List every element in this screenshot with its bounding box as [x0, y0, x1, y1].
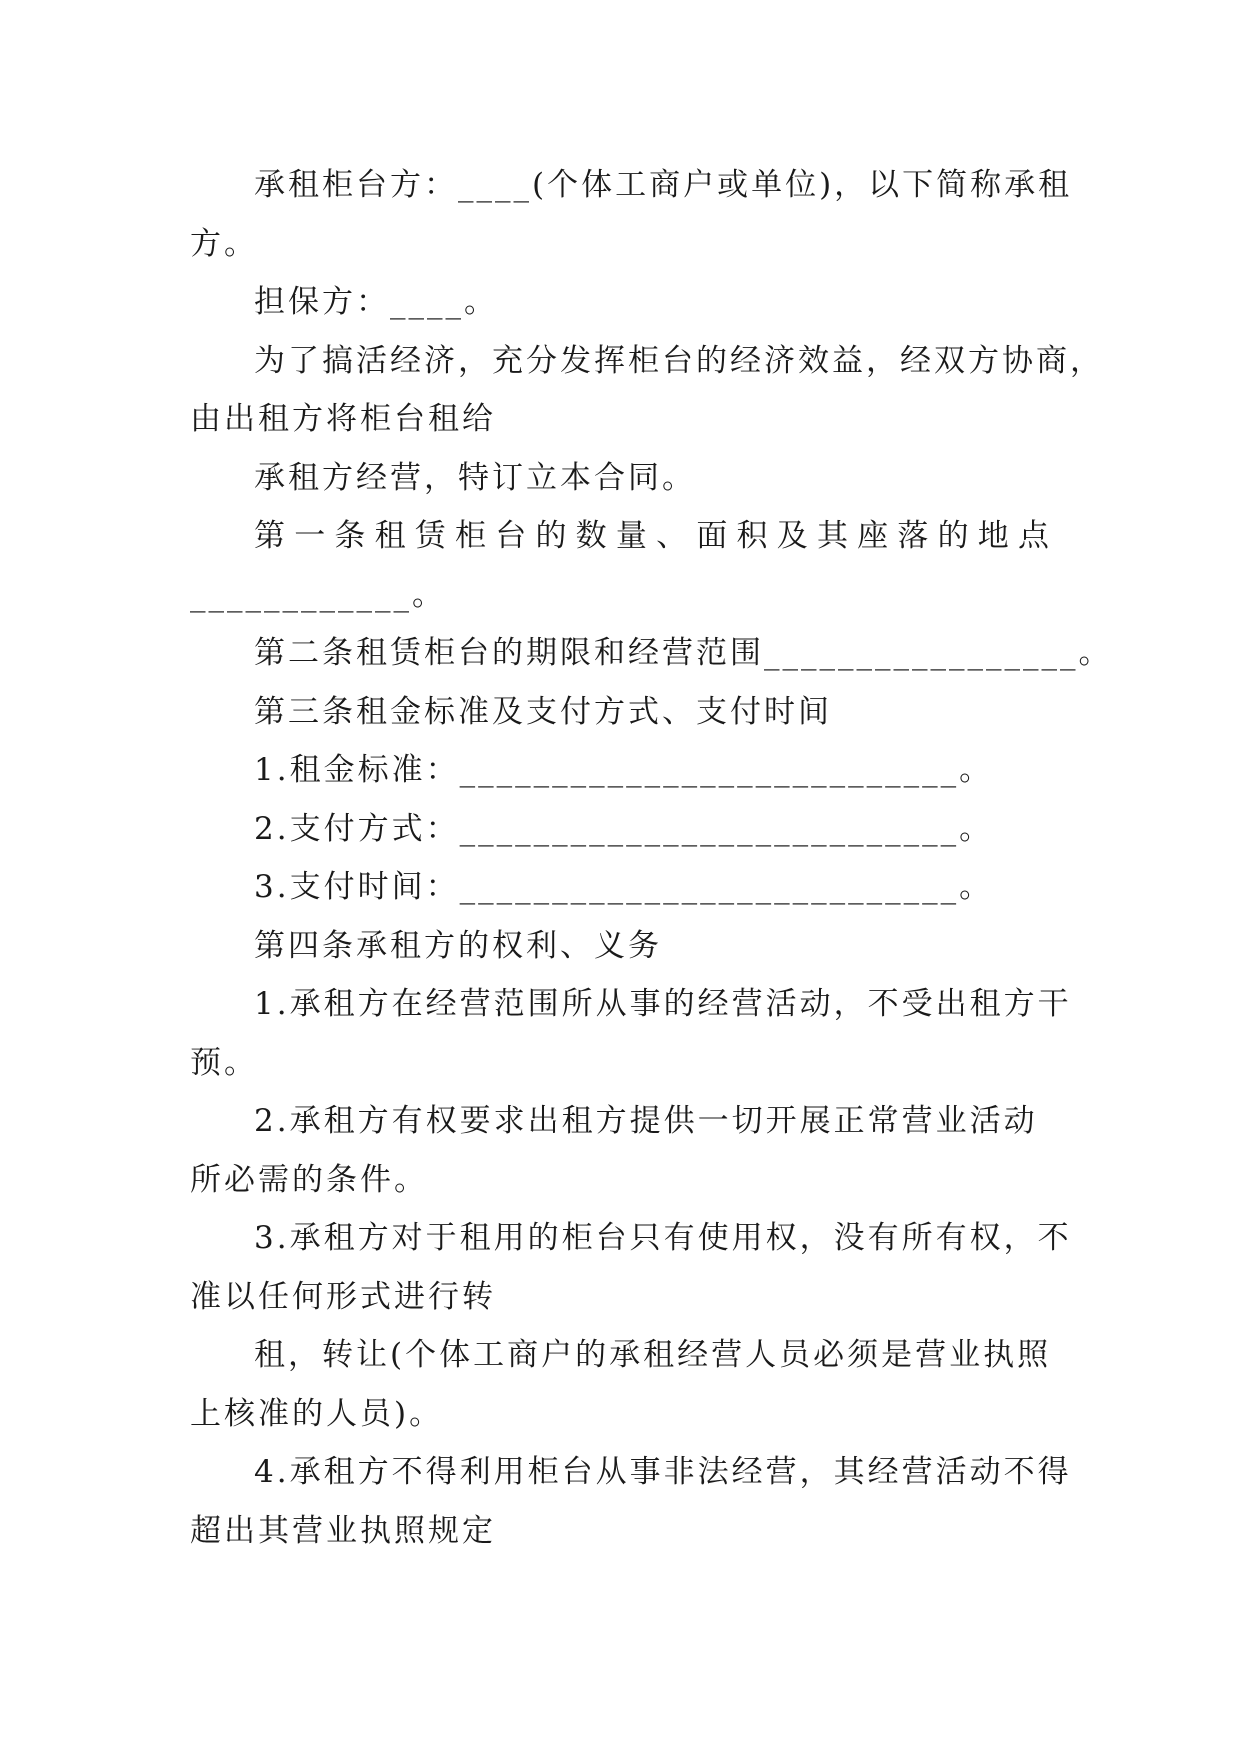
- text-line: 3.承租方对于租用的柜台只有使用权，没有所有权，不: [254, 1220, 1072, 1256]
- text-line: 第三条租金标准及支付方式、支付时间: [254, 693, 832, 730]
- text-line: 准以任何形式进行转: [190, 1278, 496, 1315]
- text-line: 第四条承租方的权利、义务: [254, 927, 662, 964]
- text-line: 3.支付时间：___________________________。: [254, 869, 994, 905]
- text-line: 承租方经营，特订立本合同。: [254, 459, 696, 496]
- text-line: 由出租方将柜台租给: [190, 401, 496, 437]
- text-line: 第一条租赁柜台的数量、面积及其座落的地点: [254, 518, 1052, 554]
- text-line: 2.支付方式：___________________________。: [254, 810, 994, 847]
- text-line: 超出其营业执照规定: [190, 1512, 496, 1549]
- text-line: 承租柜台方：____(个体工商户或单位)，以下简称承租: [254, 167, 1073, 203]
- text-line: 第二条租赁柜台的期限和经营范围_________________。: [254, 635, 1113, 671]
- text-line: 为了搞活经济，充分发挥柜台的经济效益，经双方协商，: [254, 342, 1104, 379]
- contract-body: [190, 156, 1113, 1560]
- text-line: 1.租金标准：___________________________。: [254, 752, 994, 788]
- text-line: 4.承租方不得利用柜台从事非法经营，其经营活动不得: [254, 1454, 1072, 1490]
- text-line: 所必需的条件。: [190, 1161, 428, 1198]
- text-line: 租，转让(个体工商户的承租经营人员必须是营业执照: [254, 1337, 1052, 1373]
- text-line: 2.承租方有权要求出租方提供一切开展正常营业活动: [254, 1103, 1038, 1139]
- text-line: 担保方：____。: [254, 284, 498, 320]
- text-line: ____________。: [190, 576, 446, 613]
- text-line: 1.承租方在经营范围所从事的经营活动，不受出租方干: [254, 986, 1072, 1022]
- text-line: 方。: [190, 225, 258, 262]
- text-line: 上核准的人员)。: [190, 1395, 444, 1432]
- text-line: 预。: [190, 1044, 258, 1081]
